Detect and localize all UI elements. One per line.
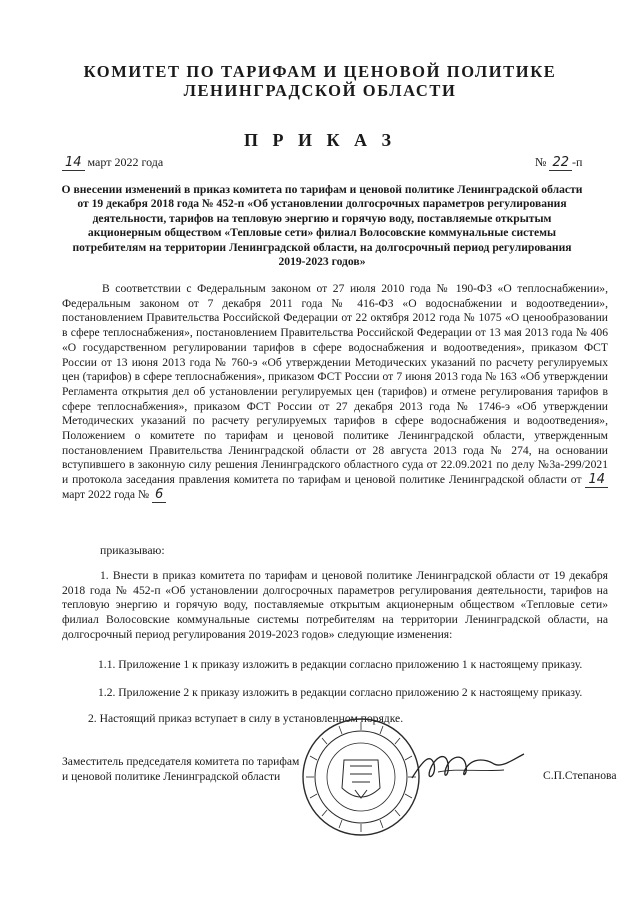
order-number xyxy=(535,155,582,170)
signer-position xyxy=(62,754,299,784)
preamble-meeting-month: март 2022 года № xyxy=(62,487,150,501)
signer-name: С.П.Степанова xyxy=(543,769,617,782)
signer-position-line-1: Заместитель председателя комитета по тарифам xyxy=(62,755,300,768)
order-date xyxy=(62,155,163,170)
item-1-2: 1.2. Приложение 2 к приказу изложить в редакции согласно приложению 2 к настоящему приказу. xyxy=(98,686,583,699)
org-line-1: КОМИТЕТ ПО ТАРИФАМ И ЦЕНОВОЙ ПОЛИТИКЕ xyxy=(83,62,557,81)
signer-position-line-2: и ценовой политике Ленинградской области xyxy=(62,770,281,783)
item-1-1: 1.1. Приложение 1 к приказу изложить в редакции согласно приложению 1 к настоящему приказу. xyxy=(98,658,583,671)
handwritten-number: 22 xyxy=(549,155,572,171)
org-line-2: ЛЕНИНГРАДСКОЙ ОБЛАСТИ xyxy=(183,81,457,100)
order-word: приказываю: xyxy=(100,543,165,557)
preamble-text: В соответствии с Федеральным законом от 27 июля 2010 года № 190-ФЗ «О теплоснабжении», Федеральным законом от 7 декабря 2011 года № 416-ФЗ «О водоснабжении и водоотведении», постановлением Правительства Российской Федерации от 22 октября 2012 года № 1075 «О ценообразовании в сфере теплоснабжения», постановлением Правительства Российской Федерации от 13 мая 2013 года № 406 «О государственном регулировании тарифов в сфере водоснабжения и водоотведения», приказом ФСТ России от 13 июня 2013 года № 760-э «Об утверждении Методических указаний по расчету регулируемых цен (тарифов) в сфере теплоснабжения», приказом ФСТ России от 7 июня 2013 года № 163 «Об утверждении Регламента открытия дел об установлении регулируемых цен (тарифов) и отмене регулирования тарифов в сфере теплоснабжения», приказом ФСТ России от 27 декабря 2013 года № 1746-э «Об утверждении Методических указаний по расчету регулируемых тарифов в сфере водоснабжения и водоотведения», Положением о комитете по тарифам и ценовой политике Ленинградской области, утвержденным постановлением Правительства Ленинградской области от 28 августа 2013 года № 274, на основании вступившего в законную силу решения Ленинградского областного суда от 22.09.2021 по делу №3а-299/2021 и протокола заседания правления комитета по тарифам и ценовой политике Ленинградской области от xyxy=(62,282,608,487)
item-1: 1. Внести в приказ комитета по тарифам и ценовой политике Ленинградской области от 19 декабря 2018 года № 452-п «Об установлении долгосрочных параметров регулирования деятельности, тарифов на тепловую энергию и горячую воду, поставляемые открытым акционерным обществом «Тепловые сети» филиал Волосовские коммунальные системы потребителям на территории Ленинградской области, на долгосрочный период регулирования 2019-2023 годов» следующие изменения: xyxy=(62,569,608,641)
handwritten-meeting-day: 14 xyxy=(585,472,608,488)
date-rest: март 2022 года xyxy=(87,155,164,169)
handwritten-day: 14 xyxy=(62,155,85,171)
number-prefix: № xyxy=(535,155,547,169)
order-subject: О внесении изменений в приказ комитета по тарифам и ценовой политике Ленинградской области от 19 декабря 2018 года № 452-п «Об установлении долгосрочных параметров регулирования деятельности, тарифов на тепловую энергию и горячую воду, поставляемые открытым акционерным обществом «Тепловые сети» филиал Волосовские коммунальные системы потребителям на территории Ленинградской области, на долгосрочный период регулирования 2019-2023 годов» xyxy=(61,183,583,269)
item-2: 2. Настоящий приказ вступает в силу в установленном порядке. xyxy=(88,712,404,725)
handwritten-meeting-number: 6 xyxy=(152,487,166,503)
number-suffix: -п xyxy=(572,155,583,169)
document-title: П Р И К А З xyxy=(243,130,397,150)
handwritten-signature xyxy=(408,742,528,792)
preamble-paragraph xyxy=(62,282,608,503)
official-seal-stamp xyxy=(300,716,422,838)
issuing-organization xyxy=(60,62,580,100)
